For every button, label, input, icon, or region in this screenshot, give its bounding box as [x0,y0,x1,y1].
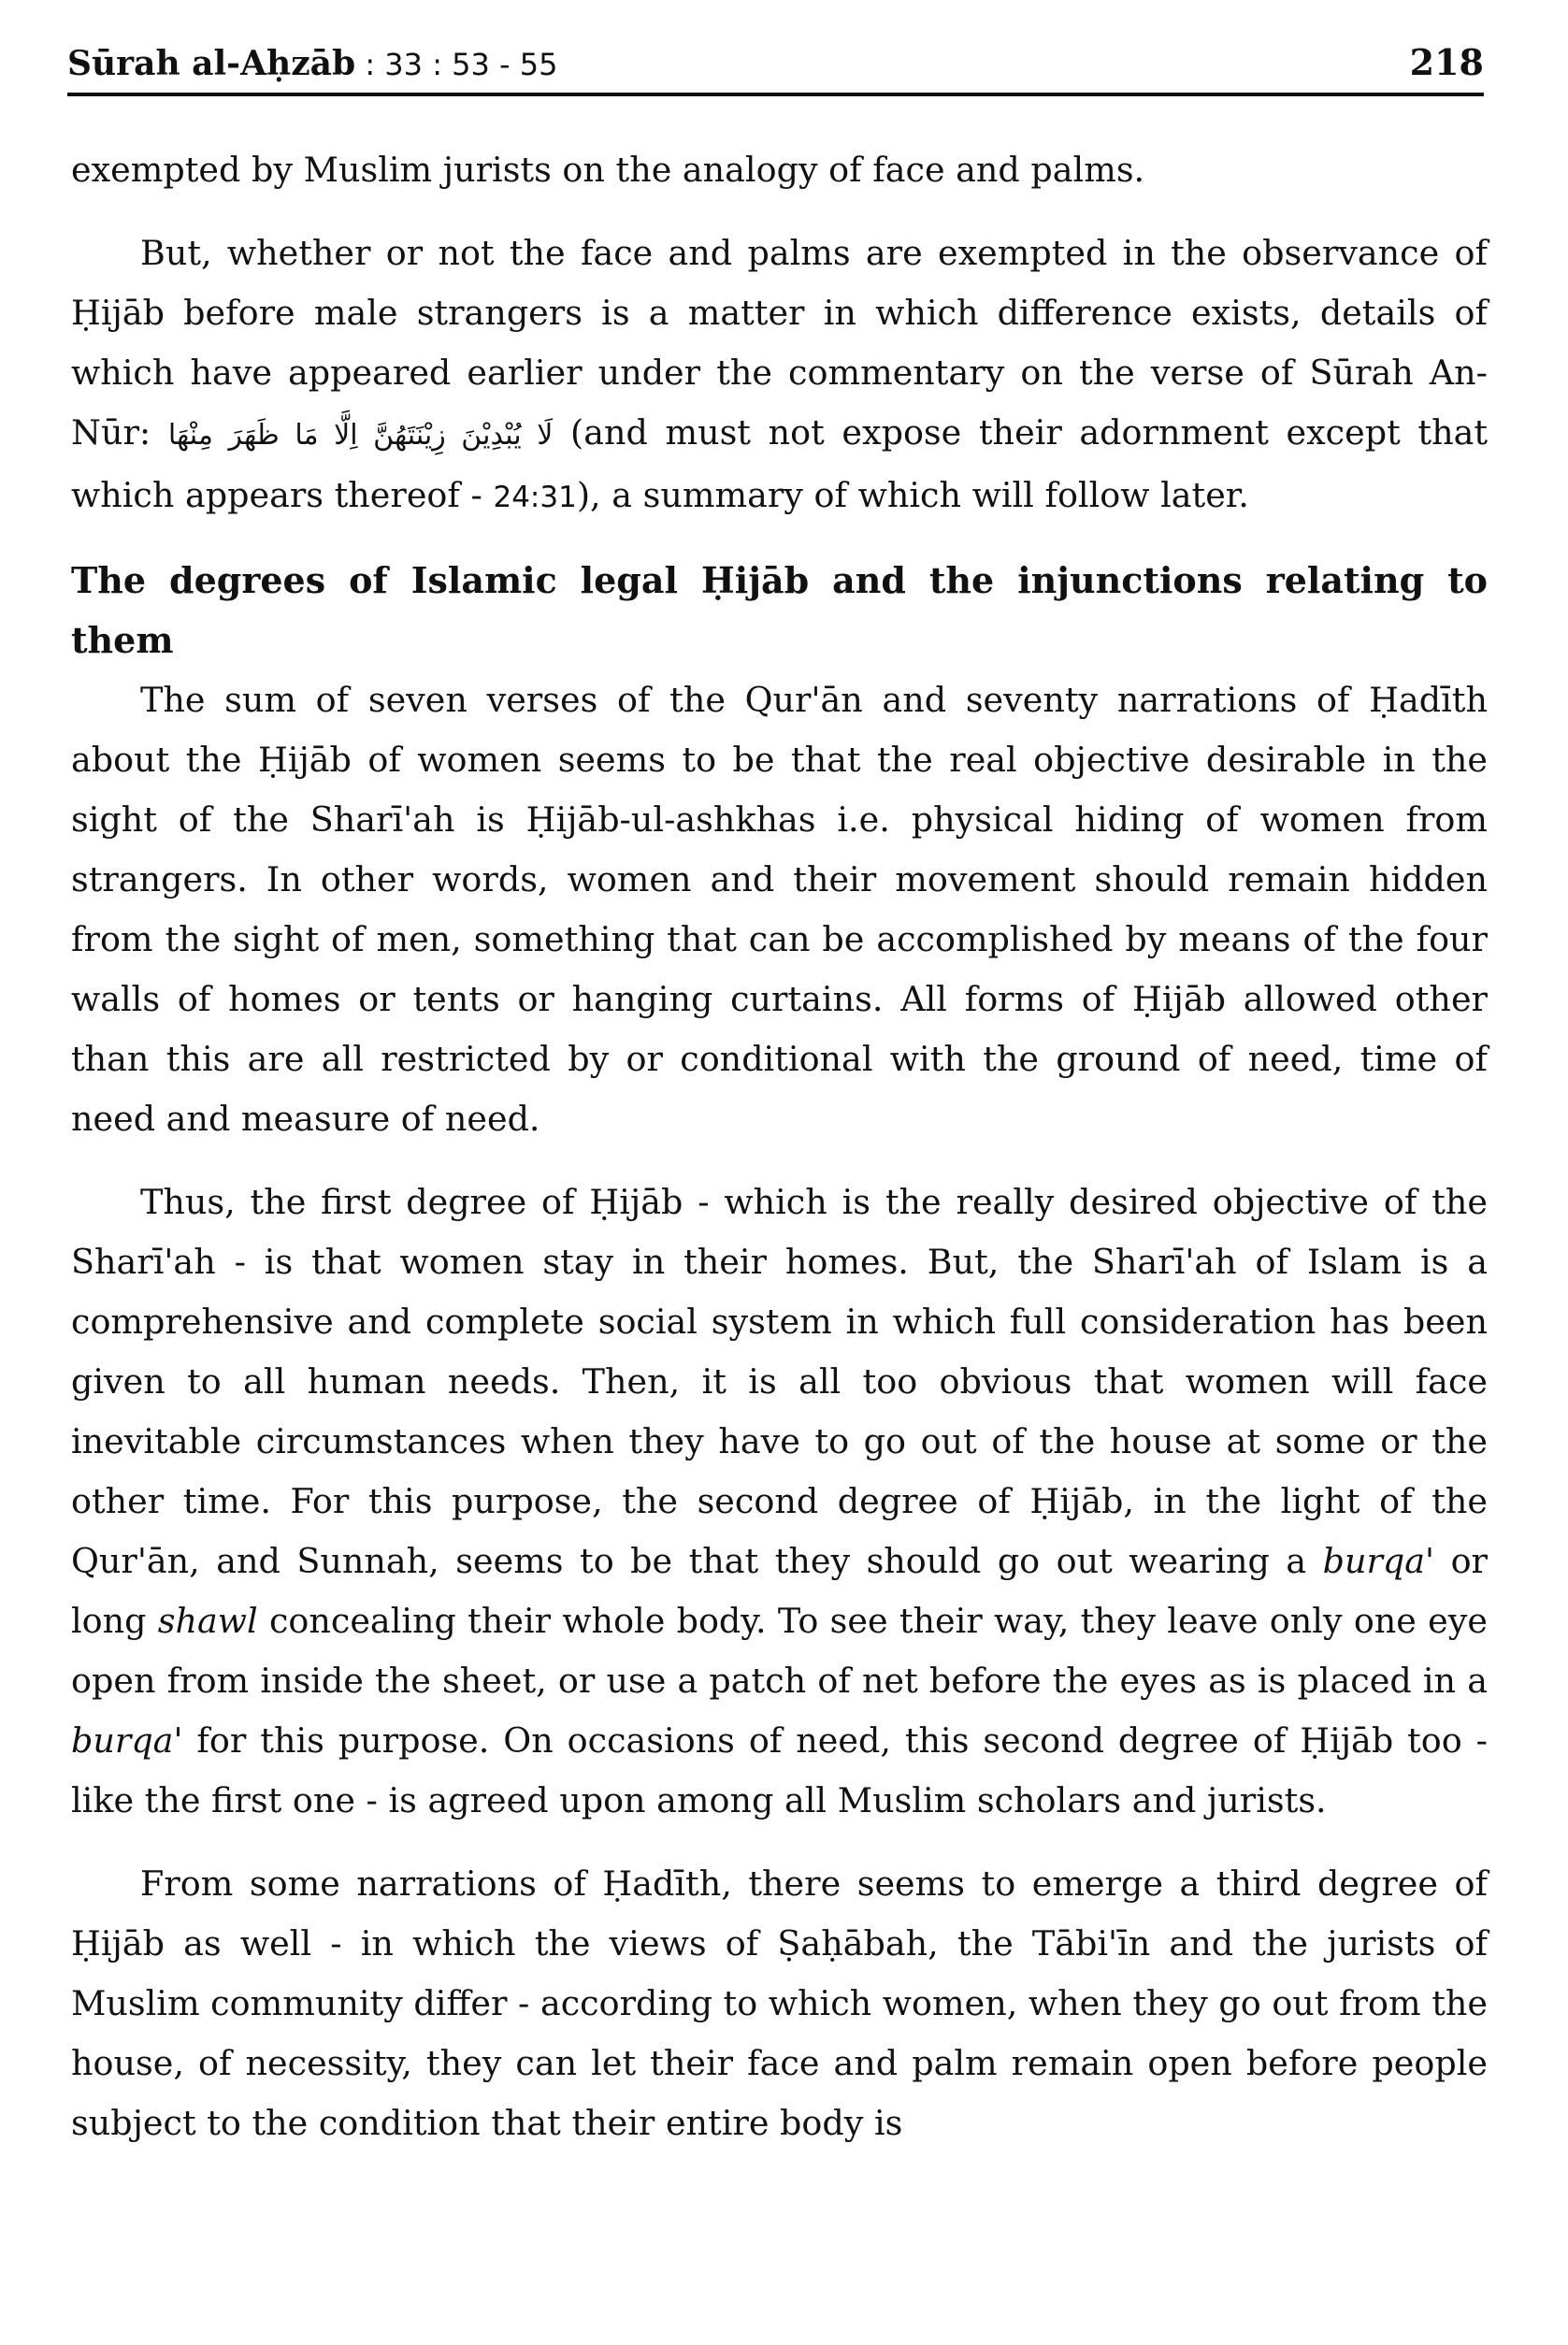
running-head [67,46,557,83]
verse-reference: 33 : 53 - 55 [384,47,558,83]
paragraph-4-text-a: Thus, the first degree of Ḥijāb - which is the really desired objective of the Sharī'ah - is that women stay in their homes. But, the Sharī'ah of Islam is a comprehensive and complete social system in which full consideration has been given to all human needs. Then, it is all too obvious that women will face inevitable circumstances when they have to go out of the house at some or the other time. For this purpose, the second degree of Ḥijāb, in the light of the Qur'ān, and Sunnah, seems to be that they should go out wearing a [71,1182,1488,1581]
page-header [67,41,1484,96]
term-shawl: shawl [157,1601,258,1641]
paragraph-2-text-b: (and must not expose their adornment except that which appears thereof - [71,412,1489,515]
arabic-quote: لَا يُبْدِيْنَ زِيْنَتَهُنَّ اِلَّا مَا ظَهَرَ مِنْهَا [167,419,554,452]
paragraph-4-text-d: for this purpose. On occasions of need, this second degree of Ḥijāb too - like the first one - is agreed upon among all Muslim scholars and jurists. [71,1720,1488,1820]
paragraph-2-text-c: ), a summary of which will follow later. [576,475,1249,515]
paragraph-1: exempted by Muslim jurists on the analogy of face and palms. [71,150,1145,190]
term-burqa-2: burqa' [71,1720,183,1761]
surah-name: Sūrah al-Aḥzāb [67,44,356,84]
section-heading: The degrees of Islamic legal Ḥijāb and the injunctions relating to them [71,559,1488,661]
body-text [71,140,1488,2177]
term-burqa: burqa' [1322,1541,1435,1581]
paragraph-4-text-c: concealing their whole body. To see their way, they leave only one eye open from inside the sheet, or use a patch of net before the eyes as is placed in a [71,1601,1488,1701]
paragraph-5: From some narrations of Ḥadīth, there seems to emerge a third degree of Ḥijāb as well - in which the views of Ṣaḥābah, the Tābi'īn and the jurists of Muslim community differ - according to which women, when they go out from the house, of necessity, they can let their face and palm remain open before people subject to the condition that their entire body is [71,1863,1488,2143]
paragraph-4 [71,1172,1488,1831]
verse-citation: 24:31 [493,481,577,514]
paragraph-3: The sum of seven verses of the Qur'ān and seventy narrations of Ḥadīth about the Ḥijāb of women seems to be that the real objective desirable in the sight of the Sharī'ah is Ḥijāb-ul-ashkhas i.e. physical hiding of women from strangers. In other words, women and their movement should remain hidden from the sight of men, something that can be accomplished by means of the four walls of homes or tents or hanging curtains. All forms of Ḥijāb allowed other than this are all restricted by or conditional with the ground of need, time of need and measure of need. [71,680,1488,1139]
paragraph-2-text-a: But, whether or not the face and palms are exempted in the observance of Ḥijāb before male strangers is a matter in which difference exists, details of which have appeared earlier under the commentary on the verse of Sūrah An-Nūr: [71,233,1488,453]
paragraph-2 [71,223,1488,527]
header-colon: : [355,47,385,83]
page-number: 218 [1409,41,1484,83]
paragraph-4-text-b: or long [71,1541,1489,1641]
